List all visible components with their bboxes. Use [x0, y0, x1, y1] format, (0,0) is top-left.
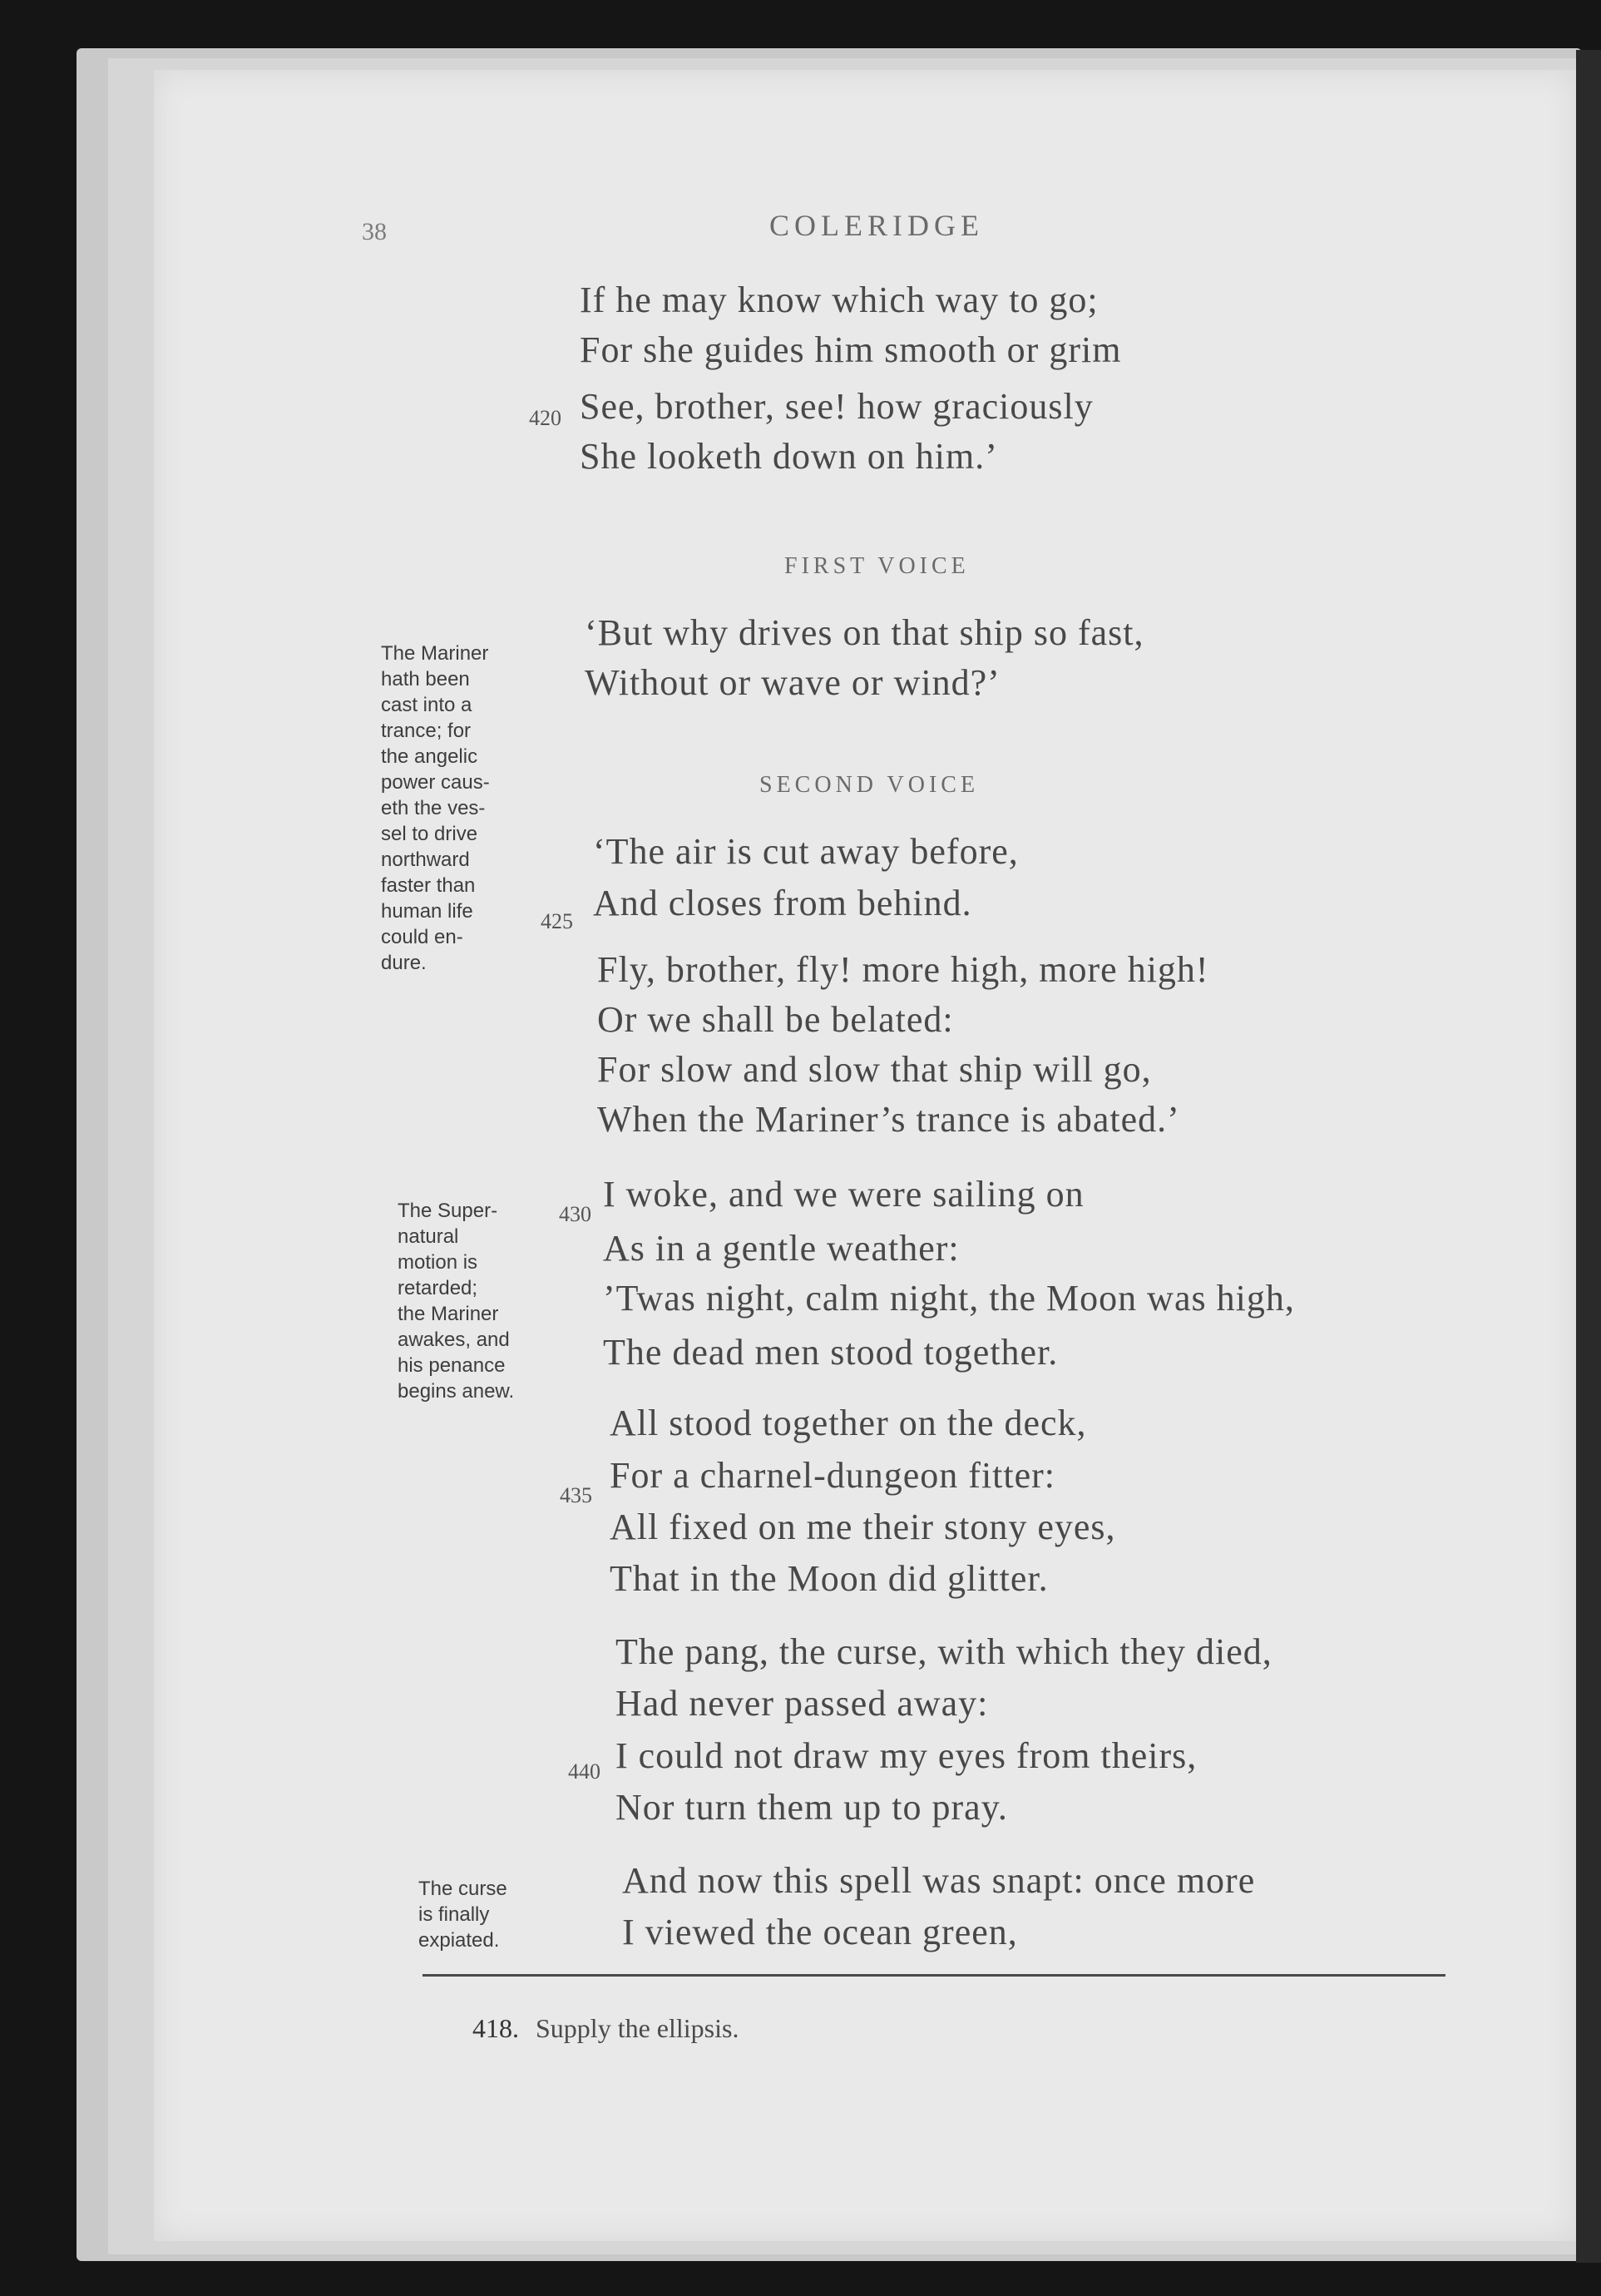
verse-line: I viewed the ocean green, [622, 1912, 1018, 1952]
gloss-line: natural [398, 1225, 459, 1248]
gloss-line: human life [381, 900, 473, 923]
verse-line: ‘The air is cut away before, [593, 831, 1019, 872]
gloss-line: is finally [418, 1903, 490, 1926]
gloss-line: cast into a [381, 694, 472, 716]
running-title: COLERIDGE [769, 209, 984, 242]
line-number: 420 [529, 406, 561, 430]
gloss-line: retarded; [398, 1277, 478, 1299]
verse-line: See, brother, see! how graciously [580, 386, 1094, 427]
verse-line: Without or wave or wind?’ [585, 662, 1001, 703]
gloss-line: faster than [381, 874, 476, 897]
gloss-line: the Mariner [398, 1303, 499, 1325]
gloss-line: eth the ves- [381, 797, 486, 819]
verse-line: Nor turn them up to pray. [615, 1787, 1008, 1828]
verse-line: For slow and slow that ship will go, [597, 1049, 1152, 1090]
gloss-line: The Mariner [381, 642, 489, 665]
verse-line: And closes from behind. [593, 883, 972, 923]
verse-line: For she guides him smooth or grim [580, 329, 1122, 370]
verse-line: Fly, brother, fly! more high, more high! [597, 949, 1209, 990]
gloss-line: motion is [398, 1251, 478, 1274]
line-number: 440 [568, 1759, 600, 1784]
verse-line: I could not draw my eyes from theirs, [615, 1735, 1198, 1776]
line-number: 430 [559, 1202, 591, 1226]
verse-line: ’Twas night, calm night, the Moon was high, [603, 1278, 1295, 1319]
side-gloss [418, 1876, 507, 1953]
line-number: 425 [541, 909, 573, 933]
gloss-line: northward [381, 849, 470, 871]
line-number: 435 [560, 1483, 592, 1507]
verse-line: All stood together on the deck, [610, 1403, 1087, 1443]
verse-line: As in a gentle weather: [603, 1228, 960, 1269]
verse-line: She looketh down on him.’ [580, 436, 998, 477]
gloss-line: his penance [398, 1354, 506, 1377]
gloss-line: trance; for [381, 720, 472, 742]
verse-line: And now this spell was snapt: once more [622, 1860, 1256, 1901]
verse-line: If he may know which way to go; [580, 280, 1099, 320]
verse-line: For a charnel-dungeon fitter: [610, 1455, 1056, 1496]
verse-line: Had never passed away: [615, 1683, 989, 1724]
gloss-line: the angelic [381, 745, 478, 768]
gloss-line: hath been [381, 668, 470, 690]
verse-line: When the Mariner’s trance is abated.’ [597, 1099, 1180, 1140]
verse-line: The pang, the curse, with which they died, [615, 1631, 1272, 1672]
gloss-line: expiated. [418, 1929, 500, 1952]
verse-line: Or we shall be belated: [597, 999, 954, 1040]
footnote [472, 2013, 739, 2044]
speaker-heading: SECOND VOICE [759, 772, 980, 798]
gloss-line: awakes, and [398, 1329, 510, 1351]
verse-line: That in the Moon did glitter. [610, 1558, 1049, 1599]
gloss-line: begins anew. [398, 1380, 515, 1403]
verse-line: All fixed on me their stony eyes, [610, 1507, 1116, 1547]
gloss-line: dure. [381, 952, 427, 974]
verse-line: The dead men stood together. [603, 1332, 1059, 1373]
side-gloss [381, 641, 490, 976]
page-number: 38 [362, 218, 387, 245]
verse-line: ‘But why drives on that ship so fast, [585, 612, 1144, 653]
footnote-text: Supply the ellipsis. [536, 2013, 739, 2043]
gloss-line: The curse [418, 1878, 507, 1900]
speaker-heading: FIRST VOICE [784, 553, 970, 579]
gloss-line: sel to drive [381, 823, 478, 845]
side-gloss [398, 1198, 514, 1404]
verse-line: I woke, and we were sailing on [603, 1174, 1085, 1215]
gloss-line: The Super- [398, 1200, 498, 1222]
gloss-line: could en- [381, 926, 463, 948]
footnote-rule [422, 1974, 1445, 1977]
footnote-number: 418. [472, 2013, 519, 2043]
gloss-line: power caus- [381, 771, 490, 794]
